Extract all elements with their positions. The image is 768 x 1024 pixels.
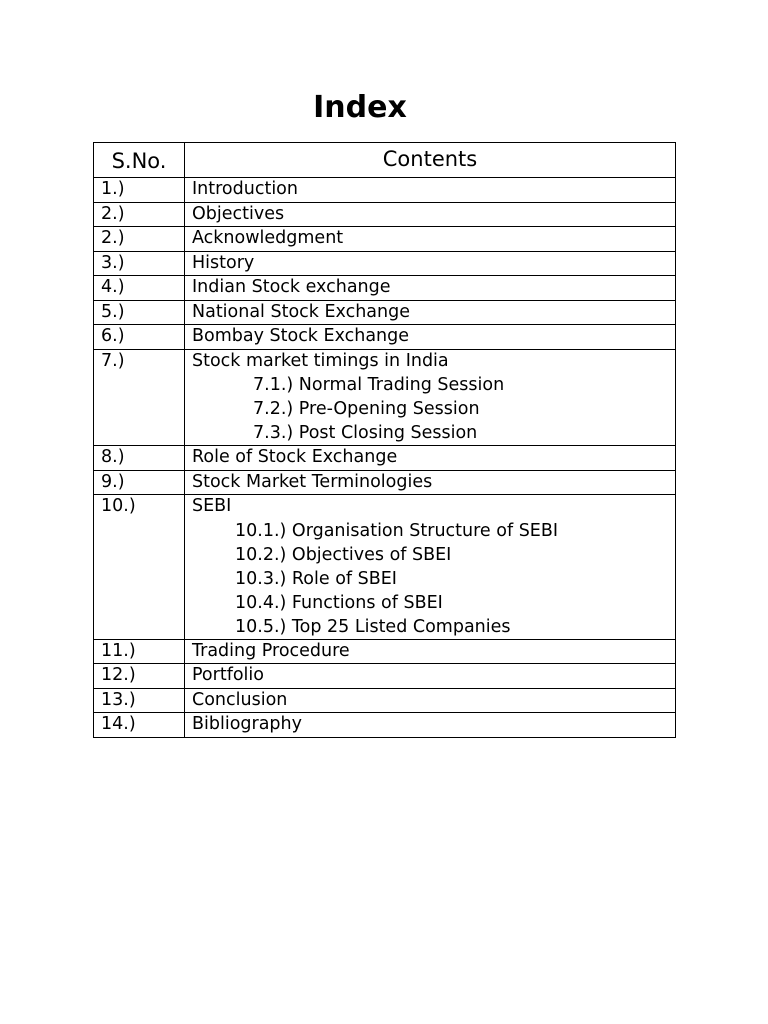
row-serial-number: 14.) [94,713,185,738]
table-row [94,664,676,689]
row-serial-number: 13.) [94,688,185,713]
table-row [94,227,676,252]
row-serial-number: 3.) [94,251,185,276]
table-row [94,251,676,276]
row-content: Stock Market Terminologies [185,470,676,495]
row-serial-number: 10.) [94,495,185,640]
table-row [94,178,676,203]
row-serial-number: 9.) [94,470,185,495]
table-row [94,325,676,350]
row-content: National Stock Exchange [185,300,676,325]
row-content: Bombay Stock Exchange [185,325,676,350]
row-content: Portfolio [185,664,676,689]
table-header-row [94,143,676,178]
table-row [94,276,676,301]
row-content-main: SEBI [192,496,232,516]
row-content [185,495,676,640]
table-row [94,300,676,325]
row-serial-number: 8.) [94,446,185,471]
row-serial-number: 5.) [94,300,185,325]
row-serial-number: 12.) [94,664,185,689]
row-serial-number: 7.) [94,349,185,446]
table-row [94,495,676,640]
row-serial-number: 11.) [94,639,185,664]
table-row [94,349,676,446]
sub-item: 10.2.) Objectives of SBEI [235,544,452,565]
row-content: Role of Stock Exchange [185,446,676,471]
table-row [94,688,676,713]
row-content: Conclusion [185,688,676,713]
row-content [185,349,676,446]
row-serial-number: 2.) [94,227,185,252]
sub-item: 10.1.) Organisation Structure of SEBI [235,520,559,541]
row-content: Introduction [185,178,676,203]
row-content: Indian Stock exchange [185,276,676,301]
row-serial-number: 1.) [94,178,185,203]
column-header-contents: Contents [185,143,676,178]
row-content: Objectives [185,202,676,227]
row-content: Acknowledgment [185,227,676,252]
sub-item: 7.3.) Post Closing Session [253,423,478,443]
sub-item: 10.4.) Functions of SBEI [235,592,443,613]
table-row [94,446,676,471]
sub-item: 7.1.) Normal Trading Session [253,375,505,395]
table-row [94,713,676,738]
sub-item: 7.2.) Pre-Opening Session [253,399,480,419]
row-serial-number: 6.) [94,325,185,350]
table-row [94,470,676,495]
row-content: Bibliography [185,713,676,738]
page-title: Index [313,90,407,125]
row-serial-number: 2.) [94,202,185,227]
sub-item: 10.3.) Role of SBEI [235,568,397,589]
index-table [93,142,676,738]
table-row [94,202,676,227]
row-serial-number: 4.) [94,276,185,301]
row-content: Trading Procedure [185,639,676,664]
row-content: History [185,251,676,276]
sub-item: 10.5.) Top 25 Listed Companies [235,616,511,637]
table-row [94,639,676,664]
row-content-main: Stock market timings in India [192,350,449,371]
column-header-sno: S.No. [94,143,185,178]
